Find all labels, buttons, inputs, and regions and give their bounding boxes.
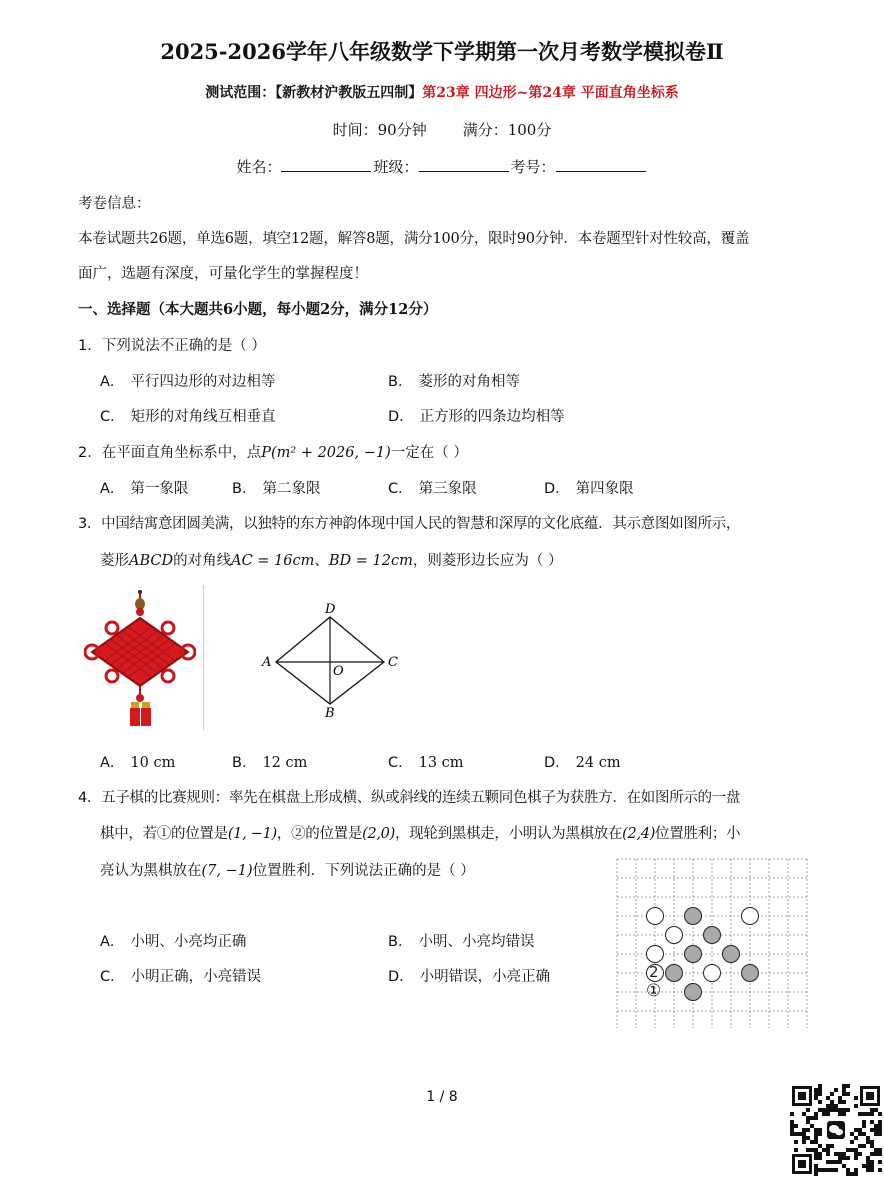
q3-option-c[interactable] — [388, 751, 464, 772]
question-stem-pre: 在平面直角坐标系中，点 — [101, 445, 262, 461]
white-stone — [666, 927, 683, 944]
option-letter: C． — [388, 481, 413, 497]
option-letter: D． — [388, 969, 414, 985]
scope-label: 测试范围：【新教材沪教版五四制】 — [205, 85, 423, 101]
question-3-line-2 — [100, 549, 562, 570]
option-text: 菱形的对角相等 — [418, 374, 520, 390]
test-scope — [0, 82, 884, 102]
question-4-line-2 — [100, 822, 740, 843]
white-stone — [647, 908, 664, 925]
page-number: 1 / 8 — [426, 1089, 458, 1105]
option-text: 小明正确，小亮错误 — [130, 969, 262, 985]
point-3: (2,4) — [622, 826, 656, 842]
q2-option-c[interactable] — [388, 477, 477, 498]
question-1 — [78, 334, 266, 355]
stem-part: ，则菱形边长应为（ ） — [412, 553, 563, 569]
option-letter: C． — [388, 755, 413, 771]
scope-chapters: 第23章 四边形~第24章 平面直角坐标系 — [422, 85, 679, 101]
point-expression: P(m² + 2026, −1) — [261, 445, 391, 461]
question-4-line-3 — [100, 859, 475, 880]
option-text: 小明、小亮均错误 — [418, 934, 535, 950]
shape-name: ABCD — [129, 553, 174, 569]
section-heading: 一、选择题（本大题共6小题，每小题2分，满分12分） — [78, 301, 438, 318]
option-text: 第三象限 — [418, 481, 477, 497]
stem-part: 位置胜利；小 — [655, 826, 741, 842]
option-letter: B． — [388, 934, 413, 950]
stem-part: ，现轮到黑棋走，小明认为黑棋放在 — [394, 826, 623, 842]
time-label: 时间：90分钟 — [332, 121, 427, 139]
q2-option-d[interactable] — [544, 477, 634, 498]
white-stone — [704, 965, 721, 982]
info-line-2: 面广，选题有深度，可量化学生的掌握程度！ — [78, 266, 368, 282]
white-stone — [647, 946, 664, 963]
q4-option-b[interactable] — [388, 930, 534, 951]
white-stone — [742, 908, 759, 925]
vertex-d: D — [325, 602, 336, 617]
name-label: 姓名： — [236, 158, 282, 176]
black-stone — [723, 946, 740, 963]
center-o: O — [333, 664, 344, 679]
option-text: 第四象限 — [575, 481, 634, 497]
question-stem: 下列说法不正确的是（ ） — [101, 338, 266, 354]
circle-mark-2: ② — [291, 826, 306, 842]
q4-option-d[interactable] — [388, 965, 550, 986]
option-letter: B． — [232, 481, 257, 497]
option-letter: C． — [100, 969, 125, 985]
class-label: 班级： — [373, 158, 419, 176]
black-stone — [685, 908, 702, 925]
option-text: 小明错误，小亮正确 — [419, 969, 551, 985]
exam-no-blank[interactable] — [556, 157, 646, 172]
option-text: 正方形的四条边均相等 — [419, 409, 565, 425]
question-number: 1． — [78, 338, 102, 354]
black-stone — [704, 927, 721, 944]
question-4-line-1 — [78, 786, 808, 807]
question-stem: 中国结寓意团圆美满，以独特的东方神韵体现中国人民的智慧和深厚的文化底蕴．其示意图如图所示， — [101, 516, 741, 532]
info-line-1: 本卷试题共26题，单选6题，填空12题，解答8题，满分100分，限时90分钟．本卷题型针对性较高，覆盖 — [78, 231, 750, 247]
qr-code[interactable] — [790, 1084, 882, 1176]
info-heading: 考卷信息： — [78, 196, 151, 212]
stem-part: 、 — [314, 553, 329, 569]
black-stone — [742, 965, 759, 982]
option-text: 13 cm — [418, 755, 464, 771]
circle-mark-1: ① — [156, 826, 172, 842]
option-letter: D． — [544, 755, 570, 771]
question-stem-post: 一定在（ ） — [390, 445, 468, 461]
q3-option-b[interactable] — [232, 751, 307, 772]
option-letter: A． — [100, 481, 125, 497]
q1-option-c[interactable] — [100, 405, 276, 426]
vertex-a: A — [262, 655, 272, 670]
option-text: 12 cm — [262, 755, 308, 771]
option-text: 第二象限 — [262, 481, 321, 497]
option-text: 小明、小亮均正确 — [130, 934, 247, 950]
name-blank[interactable] — [281, 157, 371, 172]
exam-no-label: 考号： — [510, 158, 556, 176]
gomoku-board — [615, 857, 808, 1028]
stem-part: 菱形 — [100, 553, 129, 569]
q2-option-b[interactable] — [232, 477, 320, 498]
vertex-c: C — [388, 655, 398, 670]
question-2 — [78, 441, 468, 462]
stem-part: 的位置是 — [171, 826, 228, 842]
point-2: (2,0) — [362, 826, 395, 842]
stem-part: 的位置是 — [305, 826, 363, 842]
student-info-line — [0, 156, 884, 177]
diagonal-bd: BD = 12cm — [328, 553, 413, 569]
option-letter: B． — [232, 755, 257, 771]
q2-option-a[interactable] — [100, 477, 188, 498]
point-1: (1, −1) — [227, 826, 277, 842]
black-stone — [685, 946, 702, 963]
question-number: 4． — [78, 790, 102, 806]
q3-option-a[interactable] — [100, 751, 175, 772]
option-letter: D． — [544, 481, 570, 497]
black-stone — [666, 965, 683, 982]
q1-option-d[interactable] — [388, 405, 565, 426]
stem-part: 亮认为黑棋放在 — [100, 863, 202, 879]
question-3-line-1 — [78, 512, 808, 533]
stem-part: 棋中，若 — [100, 826, 157, 842]
point-4: (7, −1) — [201, 863, 253, 879]
chinese-knot-image — [84, 586, 196, 728]
option-text: 矩形的对角线互相垂直 — [130, 409, 276, 425]
figure-divider — [203, 585, 204, 730]
black-stone — [685, 984, 702, 1001]
stem-part: 的对角线 — [173, 553, 232, 569]
question-number: 3． — [78, 516, 102, 532]
option-letter: B． — [388, 374, 413, 390]
q4-option-a[interactable] — [100, 930, 246, 951]
class-blank[interactable] — [419, 157, 509, 172]
question-number: 2． — [78, 445, 102, 461]
option-letter: A． — [100, 934, 125, 950]
score-label: 满分：100分 — [462, 121, 552, 139]
option-letter: A． — [100, 755, 125, 771]
option-letter: D． — [388, 409, 414, 425]
option-letter: C． — [100, 409, 125, 425]
question-stem: 五子棋的比赛规则：率先在棋盘上形成横、纵或斜线的连续五颗同色棋子为获胜方．在如图所示的一盘 — [101, 790, 741, 806]
option-letter: A． — [100, 374, 125, 390]
option-text: 第一象限 — [130, 481, 189, 497]
vertex-b: B — [325, 706, 335, 721]
option-text: 平行四边形的对边相等 — [130, 374, 276, 390]
option-text: 24 cm — [575, 755, 621, 771]
position-mark-1: ① — [646, 981, 662, 1001]
diagonal-ac: AC = 16cm — [231, 553, 315, 569]
page-title: 2025-2026学年八年级数学下学期第一次月考数学模拟卷Ⅱ — [160, 39, 724, 64]
q4-option-c[interactable] — [100, 965, 261, 986]
q1-option-b[interactable] — [388, 370, 520, 391]
rhombus-diagram — [258, 600, 408, 722]
q3-option-d[interactable] — [544, 751, 621, 772]
option-text: 10 cm — [130, 755, 176, 771]
position-mark-2: 2 — [649, 963, 659, 981]
time-score-line — [0, 119, 884, 140]
q1-option-a[interactable] — [100, 370, 275, 391]
stem-part: ， — [276, 826, 292, 842]
stem-part: 位置胜利．下列说法正确的是（ ） — [252, 863, 475, 879]
